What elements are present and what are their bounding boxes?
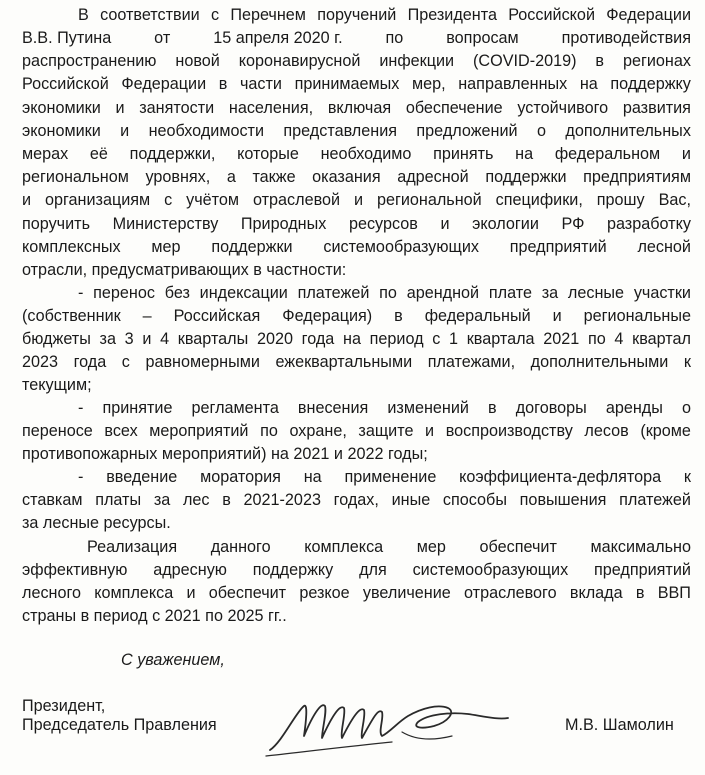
body-word: поддержку (610, 75, 691, 93)
body-word: введение (106, 468, 178, 486)
body-line: противопожарных мероприятий) на 2021 и 2022 годы; (22, 445, 428, 463)
body-word: моратория (200, 468, 281, 486)
body-word: 3 (124, 330, 134, 348)
body-word: 2021-2023 (243, 491, 321, 509)
body-word: мер (151, 238, 181, 256)
body-word: предложений (416, 122, 518, 140)
body-word: необходимости (148, 122, 264, 140)
body-word: перенос (93, 284, 155, 302)
body-word: с (121, 353, 130, 371)
body-word: резкое (299, 584, 350, 602)
body-line (22, 582, 691, 604)
body-word: плате (488, 284, 532, 302)
body-word: лесов (584, 422, 629, 440)
body-word: направленных (458, 75, 568, 93)
body-word: на (303, 468, 322, 486)
body-word: ресурсов (348, 215, 418, 233)
body-word: В.В. Путина (22, 29, 112, 47)
body-word: предприятий (509, 238, 607, 256)
body-word: платежами, (427, 353, 516, 371)
body-word: обеспечит (479, 538, 557, 556)
body-word: а (226, 168, 236, 186)
body-word: противодействия (561, 29, 691, 47)
body-word: о (536, 122, 546, 140)
body-word: защите (358, 422, 414, 440)
body-line (78, 282, 691, 304)
body-word: Федерации (606, 6, 691, 24)
body-word: и (22, 191, 32, 209)
body-word: платы (95, 491, 142, 509)
body-word: квартал (632, 330, 691, 348)
body-word: (собственник (22, 307, 121, 325)
signer-title-line-1: Президент, (22, 697, 106, 715)
body-word: 2023 (22, 353, 59, 371)
body-word: региональном (22, 168, 129, 186)
body-word: соответствии (100, 6, 200, 24)
body-word: поддержку (252, 561, 334, 579)
body-word: – (142, 307, 152, 325)
body-word: отраслевой (252, 191, 341, 209)
body-line (22, 97, 691, 119)
body-line (22, 50, 691, 72)
body-line (78, 466, 691, 488)
body-word: комплекса (94, 584, 174, 602)
body-word: 2020 (256, 330, 293, 348)
body-word: от (154, 29, 171, 47)
body-word: бюджеты (22, 330, 91, 348)
body-word: для (359, 561, 387, 579)
body-line: текущим; (22, 376, 92, 394)
body-word: на (515, 145, 534, 163)
body-word: и (142, 330, 152, 348)
body-line (22, 166, 691, 188)
body-word: дополнительных (565, 122, 691, 140)
body-word: с (164, 191, 173, 209)
handwritten-signature (262, 692, 517, 762)
body-word: платежей (619, 491, 691, 509)
body-word: прошу (596, 191, 645, 209)
body-line (22, 120, 691, 142)
body-word: лесной (637, 238, 691, 256)
body-word: включая (327, 99, 392, 117)
body-word: Российская (173, 307, 261, 325)
body-line (22, 559, 691, 581)
body-word: применение (344, 468, 437, 486)
body-word: платежей (297, 284, 370, 302)
body-word: без (164, 284, 190, 302)
body-line (22, 351, 691, 373)
body-word: по (260, 422, 278, 440)
body-word: арендной (406, 284, 480, 302)
body-line (22, 236, 691, 258)
body-line (87, 536, 691, 558)
body-word: Российской (22, 75, 109, 93)
body-word: мер, (411, 75, 446, 93)
body-word: занятости (139, 99, 215, 117)
body-word: мерах (22, 145, 69, 163)
body-word: за (153, 491, 171, 509)
body-line (22, 489, 691, 511)
body-word: воспроизводству (445, 422, 573, 440)
body-word: вопросам (446, 29, 519, 47)
body-line: за лесные ресурсы. (22, 514, 171, 532)
body-word: и (186, 584, 196, 602)
body-word: индексации (199, 284, 288, 302)
body-line (22, 143, 691, 165)
body-word: охране, (289, 422, 347, 440)
body-word: предприятий (594, 561, 691, 579)
body-word: В (78, 6, 89, 24)
body-word: специфики, (495, 191, 583, 209)
body-word: увеличение (362, 584, 451, 602)
body-word: по (379, 284, 397, 302)
body-word: эффективную (22, 561, 128, 579)
body-word: Федерации (121, 75, 207, 93)
signer-name: М.В. Шамолин (565, 716, 674, 734)
body-word: вклада (569, 584, 623, 602)
body-word: договоры (515, 399, 587, 417)
body-word: адресной (397, 168, 469, 186)
body-word: - (78, 399, 84, 417)
body-word: комплекса (304, 538, 384, 556)
body-word: дополнительными (530, 353, 669, 371)
body-word: устойчивого (517, 99, 609, 117)
body-word: за (99, 330, 116, 348)
body-word: и (115, 99, 125, 117)
body-word: (COVID-2019) (473, 52, 577, 70)
body-word: с (432, 330, 441, 348)
closing-phrase: С уважением, (121, 651, 225, 669)
body-word: данного (210, 538, 271, 556)
body-word: Перечнем (230, 6, 306, 24)
body-word: учётом (186, 191, 240, 209)
body-word: в (394, 307, 403, 325)
body-word: и (440, 215, 450, 233)
body-word: поддержки, (129, 145, 216, 163)
body-word: года (301, 330, 335, 348)
body-word: экологии (472, 215, 539, 233)
body-word: принятие (102, 399, 173, 417)
body-line (22, 27, 691, 49)
body-word: поддержки (485, 168, 567, 186)
body-word: ежеквартальными (275, 353, 413, 371)
body-word: принять (433, 145, 494, 163)
body-line (22, 305, 691, 327)
body-word: - (78, 468, 84, 486)
body-word: поддержки (211, 238, 293, 256)
body-word: которые (237, 145, 299, 163)
body-word: обеспечит (208, 584, 287, 602)
body-word: регионах (622, 52, 691, 70)
body-word: адресную (153, 561, 227, 579)
body-word: РФ (561, 215, 585, 233)
body-word: по (385, 29, 404, 47)
body-word: в (595, 52, 605, 70)
body-word: обеспечение (405, 99, 503, 117)
body-word: за (541, 284, 559, 302)
body-word: 2021 (543, 330, 580, 348)
body-word: её (89, 145, 108, 163)
body-word: аренды (605, 399, 663, 417)
body-word: ВВП (657, 584, 691, 602)
body-word: 15 апреля 2020 г. (213, 29, 343, 47)
body-word: экономики (22, 122, 101, 140)
body-line (22, 420, 691, 442)
body-word: с (210, 6, 220, 24)
body-word: организациям (44, 191, 151, 209)
body-word: в (218, 75, 228, 93)
body-line (22, 73, 691, 95)
body-word: к (683, 353, 691, 371)
body-word: Федерация) (282, 307, 373, 325)
body-word: иные (391, 491, 431, 509)
body-word: распространению (22, 52, 157, 70)
body-word: на (579, 75, 598, 93)
body-word: части (239, 75, 282, 93)
body-word: экономики (22, 99, 101, 117)
body-word: переносе (22, 422, 93, 440)
body-word: Президента (407, 6, 497, 24)
body-word: в (222, 491, 231, 509)
body-word: внесения (297, 399, 369, 417)
body-word: развития (622, 99, 691, 117)
body-word: лесного (22, 584, 82, 602)
body-word: 1 (449, 330, 459, 348)
body-word: системообразующих (323, 238, 479, 256)
body-word: комплексных (22, 238, 121, 256)
body-word: региональные (583, 307, 691, 325)
body-word: федеральном (554, 145, 661, 163)
body-word: 4 (614, 330, 624, 348)
body-line (22, 213, 691, 235)
body-word: лесные (567, 284, 625, 302)
body-word: регламента (191, 399, 279, 417)
body-word: Вас, (658, 191, 691, 209)
body-word: и (120, 122, 130, 140)
body-word: изменений (387, 399, 469, 417)
body-word: способы (442, 491, 507, 509)
body-line: страны в период с 2021 по 2025 гг.. (22, 607, 287, 625)
body-word: оказания (312, 168, 381, 186)
body-word: региональной (376, 191, 482, 209)
body-word: Российской (508, 6, 595, 24)
body-word: также (252, 168, 296, 186)
body-word: кварталы (177, 330, 249, 348)
body-word: года (73, 353, 107, 371)
body-word: федеральный (424, 307, 531, 325)
body-word: на (343, 330, 361, 348)
body-word: Природных (240, 215, 327, 233)
body-line: отрасли, предусматривающих в частности: (22, 261, 347, 279)
body-word: годах, (333, 491, 379, 509)
body-word: по (587, 330, 606, 348)
body-word: уровнях, (145, 168, 211, 186)
body-word: необходимо (320, 145, 412, 163)
body-word: Реализация (87, 538, 178, 556)
body-line (78, 4, 691, 26)
body-word: участки (633, 284, 691, 302)
body-word: коронавирусной (238, 52, 361, 70)
body-word: в (635, 584, 645, 602)
body-word: лес (182, 491, 210, 509)
body-word: к (683, 468, 691, 486)
body-word: разработку (606, 215, 691, 233)
body-word: (кроме (640, 422, 691, 440)
body-word: отраслевого (464, 584, 557, 602)
body-word: новой (175, 52, 220, 70)
body-word: - (78, 284, 84, 302)
body-word: инфекции (379, 52, 455, 70)
body-word: максимально (590, 538, 691, 556)
body-line (22, 189, 691, 211)
body-word: квартала (466, 330, 535, 348)
body-word: представления (283, 122, 398, 140)
body-word: 4 (160, 330, 170, 348)
body-word: повышения (519, 491, 607, 509)
body-word: коэффициента-дефлятора (459, 468, 662, 486)
body-word: населения, (228, 99, 314, 117)
body-word: Министерству (112, 215, 219, 233)
body-word: системообразующих (412, 561, 569, 579)
body-line (22, 328, 691, 350)
body-word: период (369, 330, 424, 348)
body-word: ставкам (22, 491, 83, 509)
body-word: поручений (317, 6, 397, 24)
body-word: поручить (22, 215, 91, 233)
body-word: мероприятий (149, 422, 249, 440)
body-word: принимаемых (294, 75, 400, 93)
body-word: о (681, 399, 691, 417)
signer-title-line-2: Председатель Правления (22, 716, 217, 734)
body-word: равномерными (145, 353, 260, 371)
body-word: и (425, 422, 435, 440)
body-word: в (488, 399, 497, 417)
body-line (78, 397, 691, 419)
body-word: мер (416, 538, 446, 556)
body-word: и (552, 307, 562, 325)
body-word: предприятиям (583, 168, 691, 186)
body-word: и (681, 145, 691, 163)
body-word: и (353, 191, 364, 209)
body-word: всех (104, 422, 138, 440)
